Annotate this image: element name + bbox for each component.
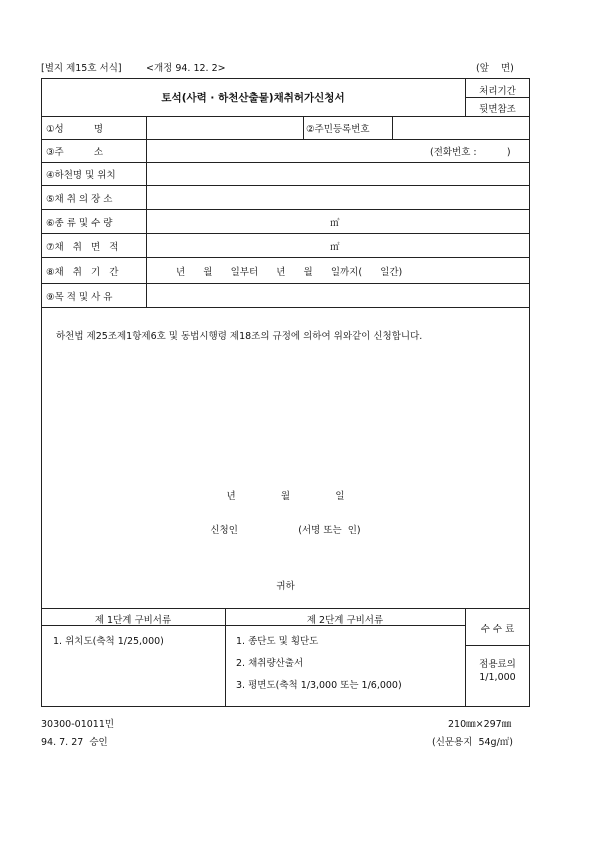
extraction-period-value: 년 월 일부터 년 월 일까지( 일간) <box>176 267 403 278</box>
paper-type: (신문용지 54g/㎡) <box>432 737 513 748</box>
divider <box>41 185 530 186</box>
applicant-signature: 신청인 (서명 또는 인) <box>210 525 361 536</box>
purpose-label: ⑨목 적 및 사 유 <box>46 292 113 303</box>
divider <box>41 139 530 140</box>
stage1-docs-title: 제 1단계 구비서류 <box>94 615 172 626</box>
kind-quantity-label: ⑥종 류 및 수 량 <box>46 218 113 229</box>
approval-date: 94. 7. 27 승인 <box>41 737 108 748</box>
divider <box>303 116 304 139</box>
stage2-doc-item: 1. 종단도 및 횡단도 <box>236 636 319 647</box>
page-side: (앞 면) <box>476 63 514 74</box>
divider <box>41 116 530 117</box>
extraction-period-label: ⑧채 취 기 간 <box>46 267 119 278</box>
statement-text: 하천법 제25조제1항제6호 및 동법시행령 제18조의 규정에 의하여 위와같이 신청합니다. <box>56 331 423 342</box>
divider <box>41 233 530 234</box>
addressee: 귀하 <box>276 581 295 592</box>
divider <box>41 307 530 308</box>
phone-label: (전화번호 : ) <box>430 147 511 158</box>
divider <box>41 162 530 163</box>
processing-period-value: 뒷면참조 <box>479 104 516 115</box>
form-code: 30300-01011민 <box>41 719 115 730</box>
fee-label: 수 수 료 <box>480 624 515 635</box>
divider <box>41 608 530 609</box>
fee-value: 점용료의 <box>479 659 516 670</box>
divider <box>465 645 530 646</box>
stage2-doc-item: 2. 채취량산출서 <box>236 658 304 669</box>
extraction-place-label: ⑤채 취 의 장 소 <box>46 194 113 205</box>
form-title: 토석(사력 · 하천산출물)채취허가신청서 <box>161 92 345 104</box>
processing-period-label: 처리기간 <box>479 86 516 97</box>
divider <box>146 116 147 307</box>
divider <box>41 283 530 284</box>
area-unit: ㎡ <box>330 242 340 253</box>
paper-size: 210㎜×297㎜ <box>448 719 512 730</box>
fee-value: 1/1,000 <box>479 672 516 683</box>
stage1-doc-item: 1. 위치도(축척 1/25,000) <box>53 636 164 647</box>
divider <box>392 116 393 139</box>
divider <box>465 97 530 98</box>
revision-note: <개정 94. 12. 2> <box>146 63 226 74</box>
form-reference: [별지 제15호 서식] <box>41 63 122 74</box>
extraction-area-label: ⑦채 취 면 적 <box>46 242 119 253</box>
address-label: ③주 소 <box>46 147 104 158</box>
river-location-label: ④하천명 및 위치 <box>46 170 116 181</box>
name-label: ①성 명 <box>46 124 104 135</box>
volume-unit: ㎥ <box>330 218 340 229</box>
stage2-doc-item: 3. 평면도(축척 1/3,000 또는 1/6,000) <box>236 680 402 691</box>
divider <box>41 257 530 258</box>
stage2-docs-title: 제 2단계 구비서류 <box>306 615 384 626</box>
date-line: 년 월 일 <box>226 491 345 502</box>
divider <box>41 209 530 210</box>
rrn-label: ②주민등록번호 <box>306 124 370 135</box>
